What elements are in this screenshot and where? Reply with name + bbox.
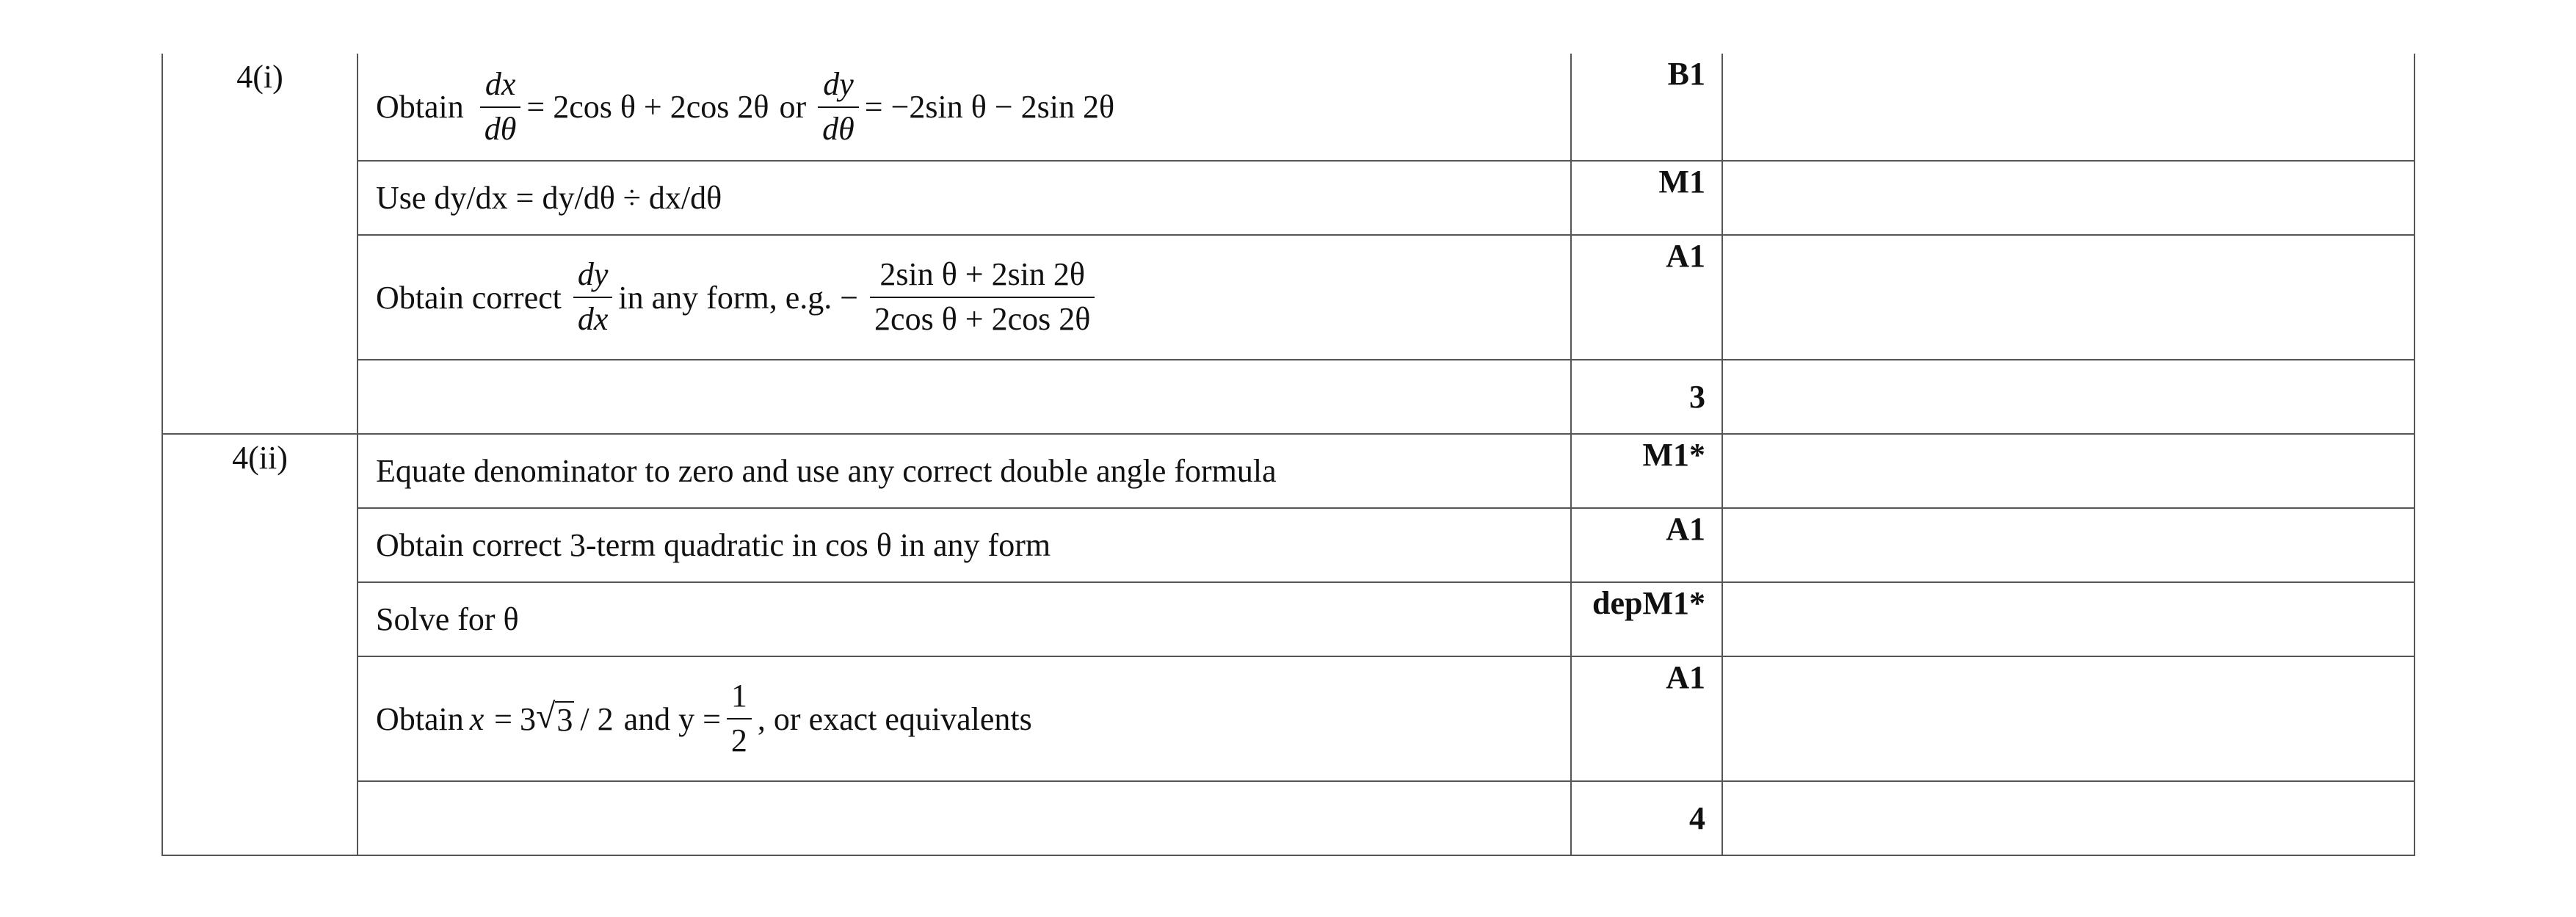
mark-scheme-table <box>162 54 2415 856</box>
total-mark-cell <box>1571 781 1722 855</box>
mark-code: A1 <box>1666 238 1705 274</box>
guidance-cell <box>1722 54 2414 161</box>
answer-middle-text: in any form, e.g. − <box>618 279 859 316</box>
table-row <box>162 434 2414 508</box>
mark-code: M1 <box>1658 164 1705 200</box>
answer-cell <box>358 360 1571 434</box>
fraction-denominator: dθ <box>818 106 859 148</box>
derivative-expression: = 2cos θ + 2cos 2θ <box>526 89 769 125</box>
question-number-cell <box>162 54 358 434</box>
answer-prefix: Obtain <box>376 700 464 737</box>
derivative-fraction-dy <box>818 66 859 148</box>
x-equals: x = <box>469 700 514 737</box>
guidance-cell <box>1722 360 2414 434</box>
mark-code: depM1* <box>1592 585 1705 621</box>
table-row <box>162 508 2414 582</box>
guidance-cell <box>1722 508 2414 582</box>
fraction-denominator: 2 <box>727 718 752 760</box>
table-row <box>162 656 2414 781</box>
guidance-cell <box>1722 781 2414 855</box>
mark-cell <box>1571 235 1722 360</box>
fraction-denominator: dθ <box>480 106 521 148</box>
fraction-numerator: dy <box>577 256 609 293</box>
radicand: 3 <box>556 702 573 739</box>
answer-expression <box>376 256 1100 338</box>
answer-text: Obtain correct 3-term quadratic in cos θ in any form <box>376 527 1051 563</box>
fraction-denominator: dx <box>573 297 613 338</box>
answer-cell <box>358 781 1571 855</box>
mark-code: M1* <box>1642 437 1705 473</box>
guidance-cell <box>1722 434 2414 508</box>
table-row <box>162 582 2414 656</box>
example-fraction <box>870 256 1095 338</box>
mark-cell <box>1571 508 1722 582</box>
answer-suffix: , or exact equivalents <box>757 700 1032 737</box>
answer-prefix: Obtain correct <box>376 279 562 316</box>
fraction-numerator: 2sin θ + 2sin 2θ <box>879 256 1086 293</box>
mark-code: A1 <box>1666 659 1705 695</box>
table-row <box>162 54 2414 161</box>
fraction-denominator: 2cos θ + 2cos 2θ <box>870 297 1095 338</box>
question-number-cell <box>162 434 358 855</box>
table-row <box>162 161 2414 235</box>
division: / 2 <box>580 700 614 737</box>
derivative-expression: = −2sin θ − 2sin 2θ <box>864 89 1115 125</box>
derivative-fraction-dydx <box>573 256 613 338</box>
table-row <box>162 781 2414 855</box>
question-number: 4(ii) <box>232 440 288 476</box>
guidance-cell <box>1722 161 2414 235</box>
answer-prefix: Obtain <box>376 89 464 125</box>
answer-cell <box>358 161 1571 235</box>
or-word: or <box>779 89 807 125</box>
total-mark-cell <box>1571 360 1722 434</box>
total-mark: 4 <box>1689 800 1705 836</box>
answer-expression <box>376 66 1114 148</box>
answer-cell <box>358 656 1571 781</box>
fraction-numerator: dy <box>823 65 854 102</box>
mark-cell <box>1571 54 1722 161</box>
coefficient: 3 <box>520 700 536 737</box>
answer-cell <box>358 54 1571 161</box>
and-y-equals: and y = <box>623 700 721 737</box>
answer-text: Solve for θ <box>376 601 519 637</box>
guidance-cell <box>1722 235 2414 360</box>
table-row <box>162 360 2414 434</box>
answer-text: Equate denominator to zero and use any correct double angle formula <box>376 453 1277 489</box>
answer-cell <box>358 508 1571 582</box>
question-number: 4(i) <box>236 59 283 95</box>
mark-code: A1 <box>1666 511 1705 547</box>
mark-code: B1 <box>1667 56 1705 92</box>
mark-cell <box>1571 656 1722 781</box>
fraction-numerator: dx <box>485 65 516 102</box>
y-value-fraction <box>727 678 752 759</box>
square-root <box>536 699 574 738</box>
guidance-cell <box>1722 656 2414 781</box>
table-row <box>162 235 2414 360</box>
answer-cell <box>358 582 1571 656</box>
mark-cell <box>1571 582 1722 656</box>
mark-cell <box>1571 434 1722 508</box>
mark-cell <box>1571 161 1722 235</box>
guidance-cell <box>1722 582 2414 656</box>
answer-cell <box>358 235 1571 360</box>
total-mark: 3 <box>1689 379 1705 415</box>
derivative-fraction-dx <box>480 66 521 148</box>
radical-sign-icon: √ <box>536 697 556 736</box>
fraction-numerator: 1 <box>730 678 747 714</box>
answer-cell <box>358 434 1571 508</box>
answer-expression <box>376 678 1032 759</box>
answer-text: Use dy/dx = dy/dθ ÷ dx/dθ <box>376 180 722 216</box>
